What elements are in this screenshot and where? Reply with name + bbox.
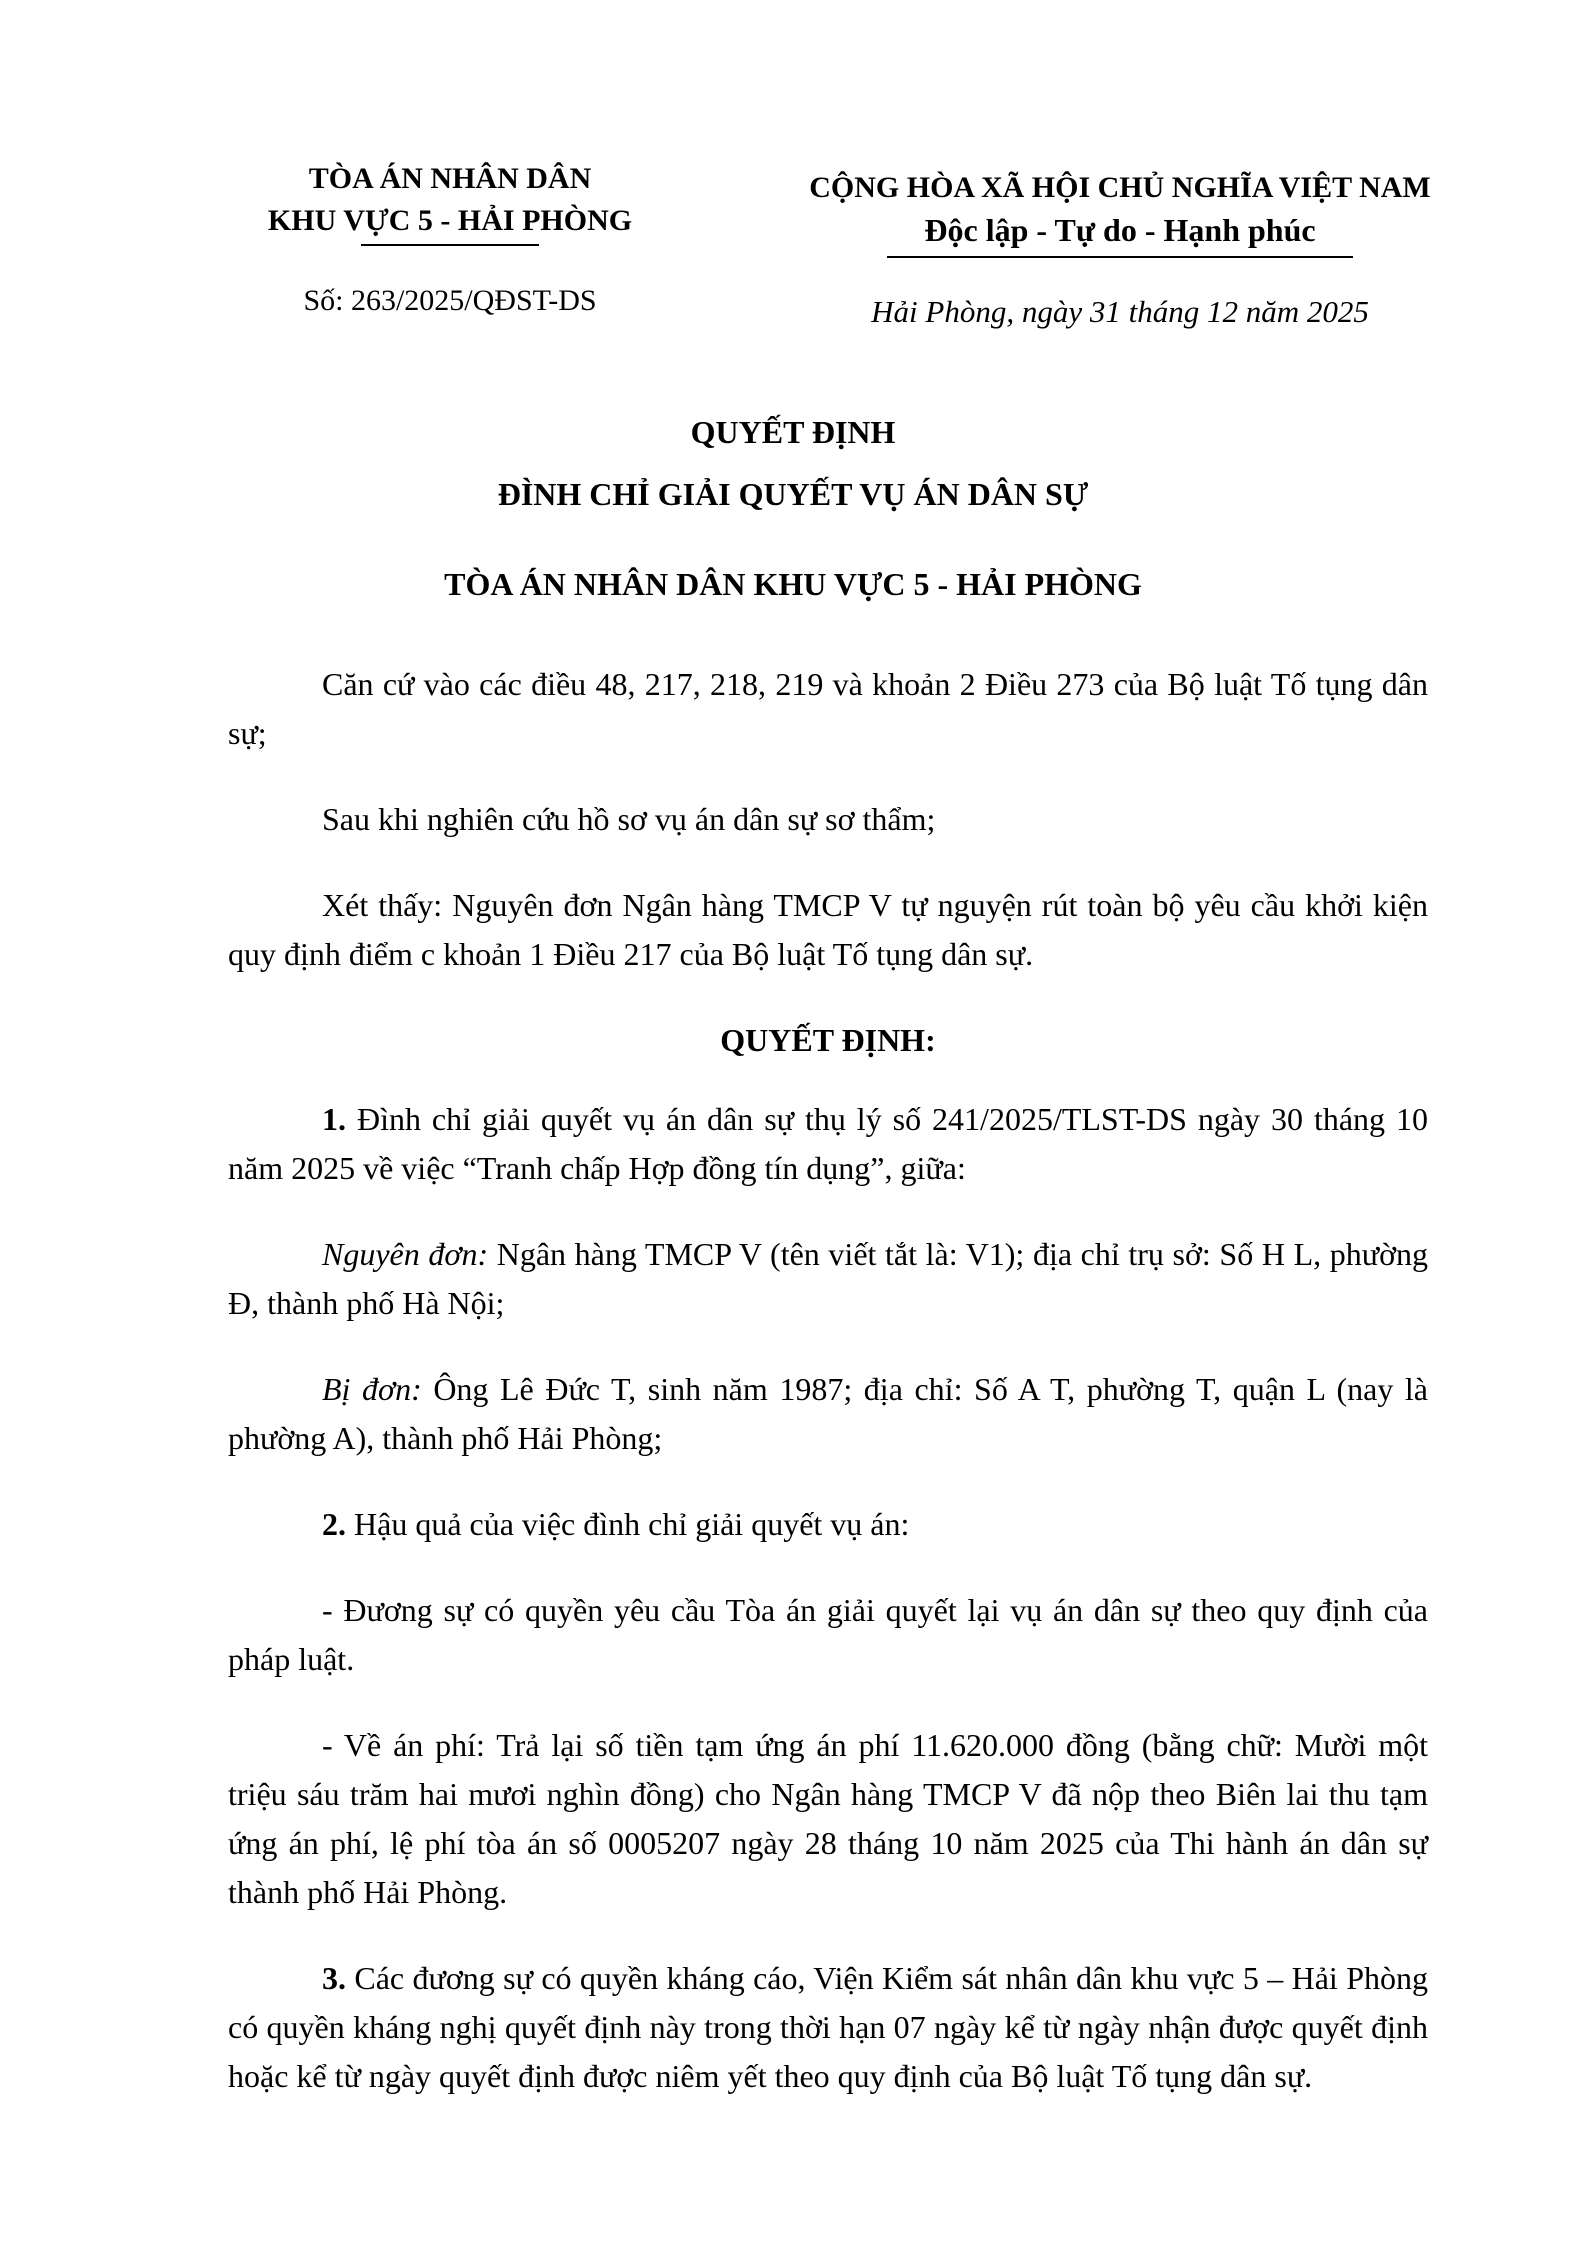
review-statement: Sau khi nghiên cứu hồ sơ vụ án dân sự sơ thẩm; (322, 801, 936, 837)
decision-heading: QUYẾT ĐỊNH: (720, 1022, 936, 1058)
title-subject: ĐÌNH CHỈ GIẢI QUYẾT VỤ ÁN DÂN SỰ (497, 476, 1089, 512)
item-1-text: Đình chỉ giải quyết vụ án dân sự thụ lý số 241/2025/TLST-DS ngày 30 tháng 10 năm 2025 về việc “Tranh chấp Hợp đồng tín dụng”, giữa: (228, 1101, 1428, 1186)
legal-basis: Căn cứ vào các điều 48, 217, 218, 219 và khoản 2 Điều 273 của Bộ luật Tố tụng dân sự; (228, 666, 1428, 751)
decision-item-1 (228, 1095, 1428, 1193)
republic-name: CỘNG HÒA XÃ HỘI CHỦ NGHĨA VIỆT NAM (809, 171, 1431, 204)
item-1-number: 1. (322, 1101, 346, 1137)
national-motto: Độc lập - Tự do - Hạnh phúc (924, 212, 1316, 248)
decision-item-2 (228, 1500, 1428, 1549)
item-3-number: 3. (322, 1960, 346, 1996)
decision-item-3 (228, 1954, 1428, 2101)
document-body (228, 660, 1428, 2138)
item-2-number: 2. (322, 1506, 346, 1542)
plaintiff (228, 1230, 1428, 1328)
document-number: Số: 263/2025/QĐST-DS (303, 284, 597, 317)
defendant (228, 1365, 1428, 1463)
court-name-line2: KHU VỰC 5 - HẢI PHÒNG (267, 204, 633, 237)
item-2-text: Hậu quả của việc đình chỉ giải quyết vụ án: (346, 1506, 910, 1542)
court-underline (361, 244, 539, 246)
document-title (0, 410, 1586, 606)
consequence-retry: - Đương sự có quyền yêu cầu Tòa án giải quyết lại vụ án dân sự theo quy định của pháp luật. (228, 1592, 1428, 1677)
court-header (230, 158, 670, 322)
place-and-date: Hải Phòng, ngày 31 tháng 12 năm 2025 (871, 294, 1369, 329)
consequence-court-fee: - Về án phí: Trả lại số tiền tạm ứng án phí 11.620.000 đồng (bằng chữ: Mười một triệu sáu trăm hai mươi nghìn đồng) cho Ngân hàng TMCP V đã nộp theo Biên lai thu tạm ứng án phí, lệ phí tòa án số 0005207 ngày 28 tháng 10 năm 2025 của Thi hành án dân sự thành phố Hải Phòng. (228, 1727, 1428, 1910)
issuing-court: TÒA ÁN NHÂN DÂN KHU VỰC 5 - HẢI PHÒNG (444, 566, 1142, 602)
title-decision: QUYẾT ĐỊNH (690, 414, 896, 450)
national-header (770, 168, 1470, 330)
court-name-line1: TÒA ÁN NHÂN DÂN (308, 162, 592, 195)
plaintiff-label: Nguyên đơn: (322, 1236, 489, 1272)
motto-underline (887, 256, 1353, 258)
consideration: Xét thấy: Nguyên đơn Ngân hàng TMCP V tự nguyện rút toàn bộ yêu cầu khởi kiện quy định điểm c khoản 1 Điều 217 của Bộ luật Tố tụng dân sự. (228, 887, 1428, 972)
defendant-label: Bị đơn: (322, 1371, 422, 1407)
item-3-text: Các đương sự có quyền kháng cáo, Viện Kiểm sát nhân dân khu vực 5 – Hải Phòng có quyền kháng nghị quyết định này trong thời hạn 07 ngày kể từ ngày nhận được quyết định hoặc kể từ ngày quyết định được niêm yết theo quy định của Bộ luật Tố tụng dân sự. (228, 1960, 1428, 2094)
plaintiff-text: Ngân hàng TMCP V (tên viết tắt là: V1); địa chỉ trụ sở: Số H L, phường Đ, thành phố Hà Nội; (228, 1236, 1429, 1321)
defendant-text: Ông Lê Đức T, sinh năm 1987; địa chỉ: Số A T, phường T, quận L (nay là phường A), thành phố Hải Phòng; (228, 1371, 1429, 1456)
